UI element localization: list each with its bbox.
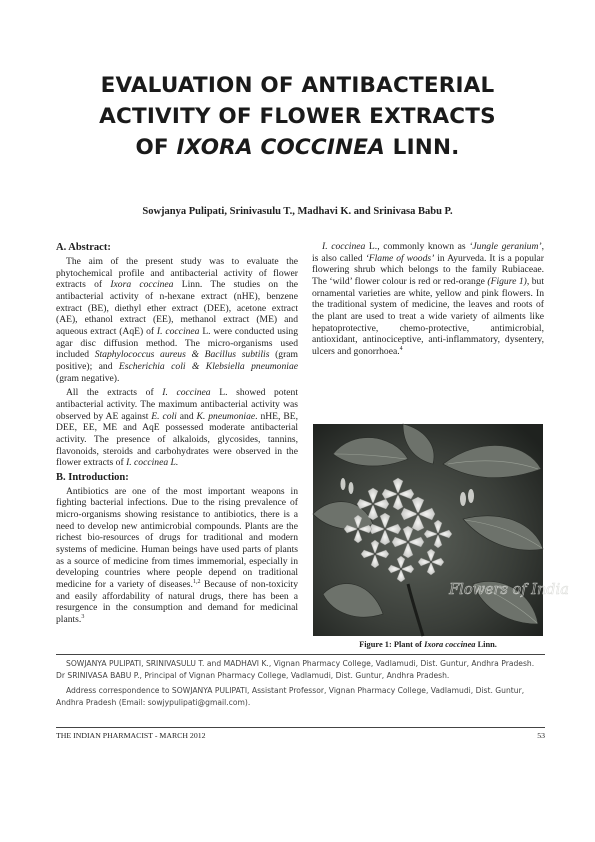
- ixora-photo-illustration: [313, 424, 569, 636]
- footnote-divider: [56, 654, 545, 655]
- title-line-3: OF IXORA COCCINEA LINN.: [135, 135, 460, 160]
- footnotes: [56, 658, 545, 712]
- journal-name: THE INDIAN PHARMACIST - MARCH 2012: [56, 731, 206, 740]
- author-list: Sowjanya Pulipati, Srinivasulu T., Madhavi K. and Srinivasa Babu P.: [142, 206, 453, 217]
- abstract-paragraph-2: All the extracts of I. coccinea L. showed potent antibacterial activity. The maximum antibacterial activity was observed by AE against E. coli and K. pneumoniae. nHE, BE, DEE, EE, ME and AqE possessed moderate antibacterial activity. The presence of alkaloids, glycosides, tannins, flavonoids, steroids and carbohydrates were observed in the flower extracts of I. coccinea L.: [56, 387, 298, 469]
- correspondence-address: Address correspondence to SOWJANYA PULIPATI, Assistant Professor, Vignan Pharmacy College, Vadlamudi, Dist. Guntur, Andhra Pradesh (Email: sowjypulipati@gmail.com).: [56, 686, 525, 707]
- left-column: [56, 241, 298, 626]
- plant-photo: [313, 424, 569, 636]
- right-column: [312, 241, 544, 358]
- abstract-paragraph-1: The aim of the present study was to evaluate the phytochemical profile and antibacterial activity of flower extracts of Ixora coccinea Linn. The studies on the antibacterial activity of n-hexane extract (nHE), benzene extract (BE), diethyl ether extract (DEE), acetone extract (AE), ethanol extract (EE), methanol extract (ME) and aqueous extract (AqE) of I. coccinea L. were conducted using agar disc diffusion method. The micro-organisms used included Staphylococcus aureus & Bacillus subtilis (gram positive); and Escherichia coli & Klebsiella pneumoniae (gram negative).: [56, 256, 298, 384]
- introduction-paragraph-1: Antibiotics are one of the most important weapons in fighting bacterial infections. Due to the rising prevalence of micro-organisms showing resistance to antibiotics, there is a need to develop new antimicrobial compounds. Plants are the richest bio-resources of drugs for traditional and modern systems of medicine. Human beings have used parts of plants as a source of medicine from times immemorial, especially in developing countries where people depend on traditional medicine for a variety of diseases.$^{1,2}$ Because of non-toxicity and easily affordability of natural drugs, there has been a resurgence in the consumption and demand for medicinal plants.$^3$: [56, 485, 299, 626]
- footer-divider: [56, 727, 545, 728]
- title-line-2: ACTIVITY OF FLOWER EXTRACTS: [99, 104, 496, 129]
- title-line-1: EVALUATION OF ANTIBACTERIAL: [100, 73, 495, 98]
- introduction-paragraph-2: I. coccinea L., commonly known as ‘Jungle geranium’, is also called ‘Flame of woods’ in Ayurveda. It is a popular flowering shrub which belongs to the family Rubiaceae. The ‘wild’ flower colour is red or red-orange (Figure 1), but ornamental varieties are white, yellow and pink flowers. In the traditional system of medicine, the leaves and roots of the plant are used to treat a wide variety of ailments like hepatoprotective, chemo-protective, antimicrobial, antioxidant, antinociceptive, anti-inflammatory, dysentery, ulcers and gonorrhoea.$^4$: [312, 241, 545, 357]
- introduction-heading: B. Introduction:: [56, 471, 129, 483]
- figure-caption: Figure 1: Plant of Ixora coccinea Linn.: [359, 640, 497, 649]
- abstract-heading: A. Abstract:: [56, 242, 111, 253]
- page-number: 53: [537, 731, 545, 740]
- author-affiliation: SOWJANYA PULIPATI, SRINIVASULU T. and MADHAVI K., Vignan Pharmacy College, Vadlamudi, Dist. Guntur, Andhra Pradesh. Dr SRINIVASA BABU P., Principal of Vignan Pharmacy College, Vadlamudi, Dist. Guntur, Andhra Pradesh.: [56, 659, 535, 680]
- photo-watermark: Flowers of India: [449, 582, 569, 598]
- article-title: [40, 70, 555, 163]
